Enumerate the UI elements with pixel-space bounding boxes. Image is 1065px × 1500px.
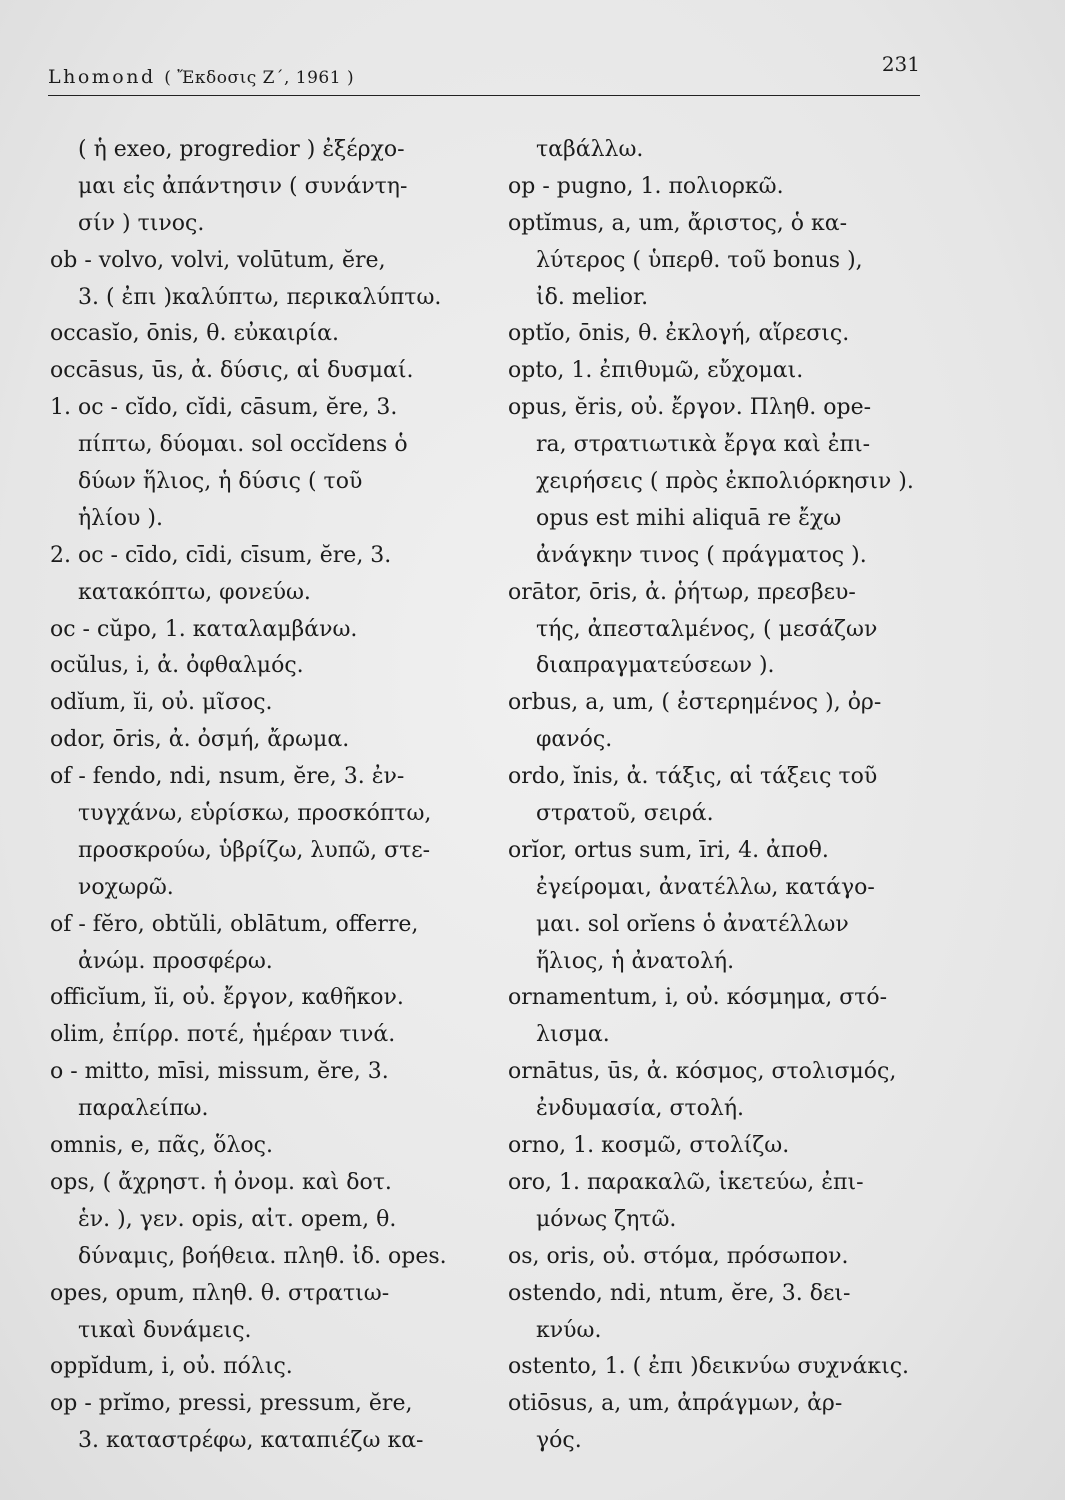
entry-line: γός. [536, 1428, 582, 1454]
entry-line: ornamentum, i, οὐ. κόσμημα, στό- [508, 985, 888, 1011]
entry-line: λισμα. [536, 1022, 610, 1048]
entry-line: τής, ἀπεσταλμένος, ( μεσάζων [536, 616, 878, 642]
entry-line: occāsus, ūs, ἀ. δύσις, αἱ δυσμαί. [50, 358, 414, 384]
entry-line: φανός. [536, 727, 613, 753]
entry-line: odĭum, ĭi, οὐ. μῖσος. [50, 690, 273, 716]
entry-line: ἐνδυμασία, στολή. [536, 1096, 744, 1122]
entry-line: oppĭdum, i, οὐ. πόλις. [50, 1354, 293, 1380]
entry-line: orbus, a, um, ( ἐστερημένος ), ὀρ- [508, 690, 882, 716]
entry-line: πίπτω, δύομαι. sol occĭdens ὁ [78, 432, 408, 458]
entry-line: o - mitto, mīsi, missum, ĕre, 3. [50, 1059, 389, 1085]
entry-line: orĭor, ortus sum, īri, 4. ἀποθ. [508, 837, 829, 863]
entry-line: otiōsus, a, um, ἀπράγμων, ἀρ- [508, 1391, 843, 1417]
entry-line: ( ἡ exeo, progredior ) ἐξέρχο- [78, 137, 405, 162]
entry-line: τικαὶ δυνάμεις. [78, 1317, 252, 1343]
running-title [48, 66, 354, 88]
entry-line: opus est mihi aliquā re ἔχω [536, 505, 842, 531]
entry-line: λύτερος ( ὑπερθ. τοῦ bonus ), [536, 247, 863, 273]
entry-line: ocŭlus, i, ἀ. ὀφθαλμός. [50, 653, 304, 679]
entry-line: 2. oc - cīdo, cīdi, cīsum, ĕre, 3. [50, 542, 392, 568]
running-title-author: Lhomond [48, 66, 156, 88]
entry-line: orātor, ōris, ἀ. ῥήτωρ, πρεσβευ- [508, 579, 856, 605]
entry-line: occasĭo, ōnis, θ. εὐκαιρία. [50, 321, 339, 347]
entry-line: ἐγείρομαι, ἀνατέλλω, κατάγο- [536, 874, 875, 900]
entry-line: 1. oc - cĭdo, cĭdi, cāsum, ĕre, 3. [50, 395, 398, 421]
entry-line: ἀνάγκην τινος ( πράγματος ). [536, 542, 867, 568]
entry-line: ἡλίου ). [78, 505, 163, 531]
entry-line: 3. καταστρέφω, καταπιέζω κα- [78, 1428, 424, 1454]
entry-line: παραλείπω. [78, 1096, 209, 1122]
entry-line: μόνως ζητῶ. [536, 1206, 677, 1232]
header-rule [48, 95, 920, 96]
entry-line: ob - volvo, volvi, volūtum, ĕre, [50, 247, 386, 273]
entry-line: προσκρούω, ὑβρίζω, λυπῶ, στε- [78, 837, 431, 863]
entry-line: ra, στρατιωτικὰ ἔργα καὶ ἐπι- [536, 432, 871, 458]
entry-line: ἰδ. melior. [536, 284, 649, 310]
entry-line: of - fendo, ndi, nsum, ĕre, 3. ἐν- [50, 764, 405, 790]
running-title-edition: ( Ἔκδοσις Ζ΄, 1961 ) [164, 68, 355, 88]
entry-line: opus, ĕris, οὐ. ἔργον. Πληθ. ope- [508, 395, 872, 421]
entry-line: officĭum, ĭi, οὐ. ἔργον, καθῆκον. [50, 985, 404, 1011]
entry-line: στρατοῦ, σειρά. [536, 801, 714, 827]
entry-line: νοχωρῶ. [78, 874, 174, 900]
entry-line: μαι. sol orĭens ὁ ἀνατέλλων [536, 911, 849, 937]
entry-line: ordo, ĭnis, ἀ. τάξις, αἱ τάξεις τοῦ [508, 764, 878, 790]
page-header [48, 52, 920, 98]
entry-line: op - prĭmo, pressi, pressum, ĕre, [50, 1391, 413, 1417]
entry-line: ornātus, ūs, ἀ. κόσμος, στολισμός, [508, 1059, 897, 1085]
entry-line: κνύω. [536, 1317, 602, 1343]
entry-line: τυγχάνω, εὑρίσκω, προσκόπτω, [78, 801, 432, 827]
entry-line: olim, ἐπίρρ. ποτέ, ἡμέραν τινά. [50, 1022, 396, 1048]
entry-line: διαπραγματεύσεων ). [536, 653, 775, 679]
entry-line: oro, 1. παρακαλῶ, ἱκετεύω, ἐπι- [508, 1169, 864, 1195]
entry-line: ταβάλλω. [536, 137, 644, 162]
right-column [508, 132, 954, 1460]
entry-line: ostento, 1. ( ἐπι )δεικνύω συχνάκις. [508, 1354, 910, 1380]
entry-line: optĭo, ōnis, θ. ἐκλογή, αἵρεσις. [508, 321, 850, 347]
entry-line: oc - cŭpo, 1. καταλαμβάνω. [50, 616, 358, 642]
entry-line: os, oris, οὐ. στόμα, πρόσωπον. [508, 1243, 849, 1269]
entry-line: ostendo, ndi, ntum, ĕre, 3. δει- [508, 1280, 851, 1306]
entry-line: opto, 1. ἐπιθυμῶ, εὔχομαι. [508, 358, 804, 384]
entry-line: ἀνώμ. προσφέρω. [78, 948, 273, 974]
entry-line: κατακόπτω, φονεύω. [78, 579, 311, 605]
left-column [50, 132, 498, 1460]
entry-line: δύων ἥλιος, ἡ δύσις ( τοῦ [78, 469, 363, 495]
entry-line: δύναμις, βοήθεια. πληθ. ἰδ. opes. [78, 1243, 447, 1269]
entry-line: odor, ōris, ἀ. ὀσμή, ἄρωμα. [50, 727, 350, 753]
entry-line: of - fĕro, obtŭli, oblātum, offerre, [50, 911, 419, 937]
entry-line: ἥλιος, ἡ ἀνατολή. [536, 948, 735, 974]
entry-line: optĭmus, a, um, ἄριστος, ὁ κα- [508, 210, 848, 236]
entry-line: omnis, e, πᾶς, ὅλος. [50, 1133, 273, 1159]
entry-line: opes, opum, πληθ. θ. στρατιω- [50, 1280, 390, 1306]
entry-line: 3. ( ἐπι )καλύπτω, περικαλύπτω. [78, 284, 442, 310]
entry-line: ops, ( ἄχρηστ. ἡ ὀνομ. καὶ δοτ. [50, 1169, 392, 1195]
entry-line: σίν ) τινος. [78, 210, 205, 236]
entry-line: μαι εἰς ἀπάντησιν ( συνάντη- [78, 173, 408, 199]
entry-line: χειρήσεις ( πρὸς ἐκπολιόρκησιν ). [536, 469, 914, 495]
entry-line: op - pugno, 1. πολιορκῶ. [508, 173, 784, 199]
entry-line: ἑν. ), γεν. opis, αἰτ. opem, θ. [78, 1206, 397, 1232]
page-number: 231 [881, 52, 920, 76]
entry-line: orno, 1. κοσμῶ, στολίζω. [508, 1133, 790, 1159]
